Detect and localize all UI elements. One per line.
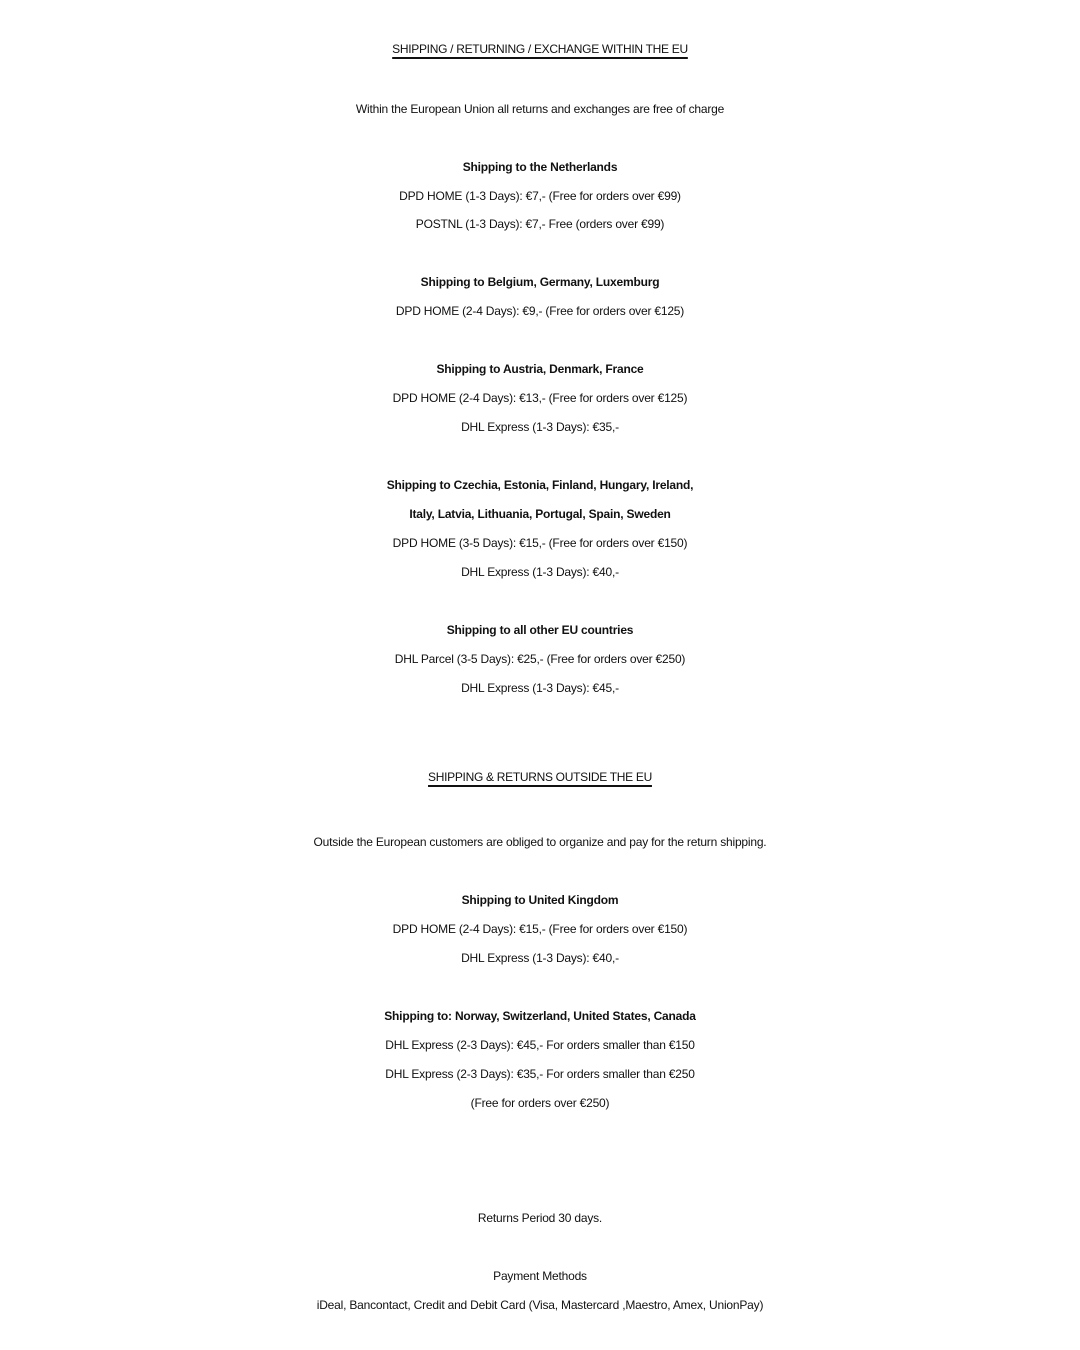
shipping-line: DPD HOME (3-5 Days): €15,- (Free for orders over €150) xyxy=(392,536,688,550)
shipping-line: DPD HOME (2-4 Days): €9,- (Free for orders over €125) xyxy=(395,304,685,318)
payment-methods-list: iDeal, Bancontact, Credit and Debit Card (Visa, Mastercard ,Maestro, Amex, UnionPay) xyxy=(316,1298,764,1312)
shipping-line: DPD HOME (2-4 Days): €15,- (Free for orders over €150) xyxy=(392,922,688,936)
returns-period: Returns Period 30 days. xyxy=(477,1211,603,1225)
group-title-netherlands: Shipping to the Netherlands xyxy=(462,160,618,174)
group-title-multi-country-line1: Shipping to Czechia, Estonia, Finland, Hungary, Ireland, xyxy=(386,478,694,492)
group-title-united-kingdom: Shipping to United Kingdom xyxy=(461,893,619,907)
group-title-austria-denmark-france: Shipping to Austria, Denmark, France xyxy=(436,362,644,376)
non-eu-section-title: SHIPPING & RETURNS OUTSIDE THE EU xyxy=(428,770,652,784)
eu-section-intro: Within the European Union all returns and exchanges are free of charge xyxy=(355,102,725,116)
shipping-line: DHL Express (2-3 Days): €45,- For orders smaller than €150 xyxy=(385,1038,695,1052)
shipping-line: (Free for orders over €250) xyxy=(470,1096,610,1110)
group-title-other-eu: Shipping to all other EU countries xyxy=(446,623,634,637)
shipping-line: DHL Express (2-3 Days): €35,- For orders smaller than €250 xyxy=(385,1067,695,1081)
payment-methods-title: Payment Methods xyxy=(493,1269,587,1283)
shipping-line: POSTNL (1-3 Days): €7,- Free (orders over €99) xyxy=(415,217,665,231)
shipping-line: DHL Express (1-3 Days): €35,- xyxy=(461,420,619,434)
shipping-line: DHL Express (1-3 Days): €40,- xyxy=(461,951,619,965)
shipping-line: DHL Express (1-3 Days): €40,- xyxy=(461,565,619,579)
non-eu-section-intro: Outside the European customers are obliged to organize and pay for the return shipping. xyxy=(313,835,767,849)
shipping-line: DPD HOME (2-4 Days): €13,- (Free for orders over €125) xyxy=(392,391,688,405)
shipping-line: DHL Parcel (3-5 Days): €25,- (Free for orders over €250) xyxy=(394,652,686,666)
shipping-line: DPD HOME (1-3 Days): €7,- (Free for orders over €99) xyxy=(399,189,681,203)
shipping-line: DHL Express (1-3 Days): €45,- xyxy=(461,681,619,695)
group-title-multi-country-line2: Italy, Latvia, Lithuania, Portugal, Spain, Sweden xyxy=(409,507,671,521)
eu-section-title: SHIPPING / RETURNING / EXCHANGE WITHIN THE EU xyxy=(392,42,688,56)
group-title-benelux-germany: Shipping to Belgium, Germany, Luxemburg xyxy=(420,275,660,289)
group-title-norway-switzerland-us-canada: Shipping to: Norway, Switzerland, United States, Canada xyxy=(384,1009,696,1023)
